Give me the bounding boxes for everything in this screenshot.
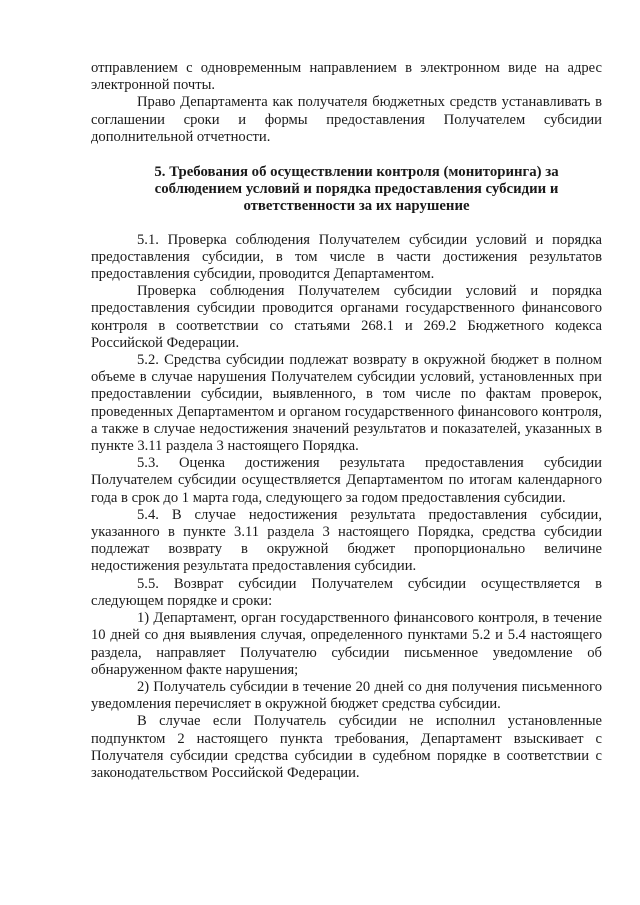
paragraph-recovery: В случае если Получатель субсидии не исполнил установленные подпунктом 2 настоящего пункта требования, Департамент взыскивает с Получателя субсидии средства субсидии в судебном порядке в соответствии с законодательством Российской Федерации.: [91, 713, 602, 781]
paragraph-reporting-right: Право Департамента как получателя бюджетных средств устанавливать в соглашении сроки и формы предоставления Получателем субсидии дополнительной отчетности.: [91, 94, 602, 145]
paragraph-continuation: отправлением с одновременным направлением в электронном виде на адрес электронной почты.: [91, 60, 602, 94]
paragraph-5-3: 5.3. Оценка достижения результата предоставления субсидии Получателем субсидии осуществляется Департаментом по итогам календарного года в срок до 1 марта года, следующего за годом предоставления субсидии.: [91, 455, 602, 506]
paragraph-5-2: 5.2. Средства субсидии подлежат возврату в окружной бюджет в полном объеме в случае нарушения Получателем субсидии условий, установленных при предоставлении субсидии, выявленного, в том числе по фактам проверок, проведенных Департаментом и органом государственного финансового контроля, а также в случае недостижения значений результатов и показателей, указанных в пункте 3.11 раздела 3 настоящего Порядка.: [91, 352, 602, 455]
paragraph-5-5: 5.5. Возврат субсидии Получателем субсидии осуществляется в следующем порядке и сроки:: [91, 575, 602, 609]
paragraph-5-4: 5.4. В случае недостижения результата предоставления субсидии, указанного в пункте 3.11 раздела 3 настоящего Порядка, средства субсидии подлежат возврату в окружной бюджет пропорционально величине недостижения результата предоставления субсидии.: [91, 506, 602, 575]
paragraph-5-5-item-1: 1) Департамент, орган государственного финансового контроля, в течение 10 дней со дня выявления случая, определенного пунктами 5.2 и 5.4 настоящего раздела, направляет Получателю субсидии письменное уведомление об обнаруженном факте нарушения;: [91, 610, 602, 678]
document-page: [91, 60, 602, 782]
paragraph-5-5-item-2: 2) Получатель субсидии в течение 20 дней со дня получения письменного уведомления перечисляет в окружной бюджет средства субсидии.: [91, 678, 602, 713]
paragraph-5-1-control: Проверка соблюдения Получателем субсидии условий и порядка предоставления субсидии проводится органами государственного финансового контроля в соответствии со статьями 268.1 и 269.2 Бюджетного кодекса Российской Федерации.: [91, 283, 602, 351]
paragraph-5-1: 5.1. Проверка соблюдения Получателем субсидии условий и порядка предоставления субсидии, в том числе в части достижения результатов предоставления субсидии, проводится Департаментом.: [91, 231, 602, 283]
section-heading: 5. Требования об осуществлении контроля (мониторинга) за соблюдением условий и порядка предоставления субсидии и ответственности за их нарушение: [154, 164, 559, 215]
